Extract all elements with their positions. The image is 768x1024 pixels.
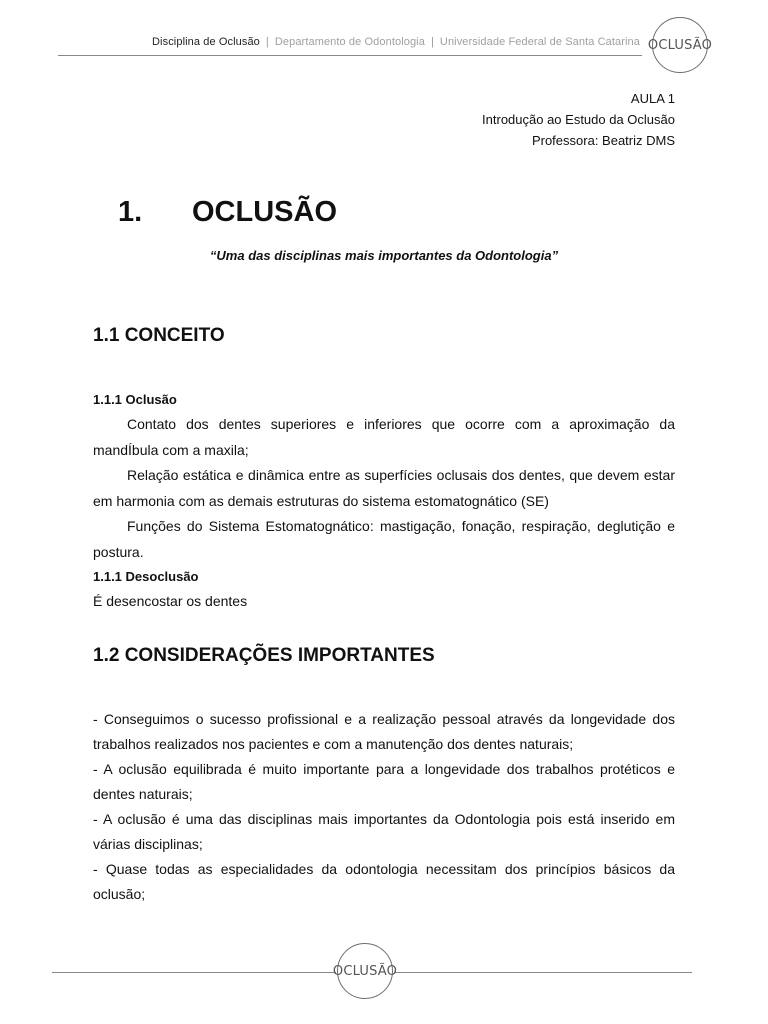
list-item: - A oclusão equilibrada é muito importante para a longevidade dos trabalhos protéticos e dentes naturais; (93, 761, 675, 802)
breadcrumb-separator: | (265, 36, 269, 48)
paragraph-contato: Contato dos dentes superiores e inferiores que ocorre com a aproximação da mandÍbula com a maxila; (93, 416, 675, 458)
subsection-heading-desoclusao: 1.1.1 Desoclusão (93, 569, 199, 584)
chapter-quote: “Uma das disciplinas mais importantes da Odontologia” (209, 248, 559, 263)
paragraph-desoclusao: É desencostar os dentes (93, 593, 248, 609)
header-divider (58, 55, 642, 56)
list-item: - Conseguimos o sucesso profissional e a realização pessoal através da longevidade dos trabalhos realizados nos pacientes e com a manutenção dos dentes naturais; (93, 711, 675, 752)
lesson-info (482, 88, 675, 151)
lesson-teacher: Professora: Beatriz DMS (531, 133, 675, 148)
logo-text: OCLUSÃO (332, 963, 398, 979)
footer-divider (394, 972, 692, 973)
lesson-number: AULA 1 (630, 91, 675, 106)
header-breadcrumb (152, 36, 640, 48)
chapter-title (118, 196, 337, 229)
section-heading-conceito: 1.1 CONCEITO (93, 325, 225, 346)
list-item: - A oclusão é uma das disciplinas mais importantes da Odontologia pois está inserido em várias disciplinas; (93, 811, 675, 852)
considerations-list (93, 707, 675, 907)
section-heading-consideracoes: 1.2 CONSIDERAÇÕES IMPORTANTES (93, 645, 435, 666)
course-name: Disciplina de Oclusão (152, 36, 260, 48)
department-name: Departamento de Odontologia (274, 36, 425, 48)
page-header (0, 0, 768, 70)
lesson-title: Introdução ao Estudo da Oclusão (482, 112, 675, 127)
university-name: Universidade Federal de Santa Catarina (439, 36, 640, 48)
paragraph-funcoes: Funções do Sistema Estomatognático: mastigação, fonação, respiração, deglutição e postura. (93, 518, 675, 560)
breadcrumb-separator: | (430, 36, 434, 48)
list-item: - Quase todas as especialidades da odontologia necessitam dos princípios básicos da oclusão; (93, 861, 675, 902)
oclusao-logo (332, 943, 398, 999)
chapter-number: 1. (118, 196, 143, 228)
oclusao-logo (647, 17, 713, 73)
footer-divider (52, 972, 336, 973)
chapter-name: OCLUSÃO (192, 196, 337, 228)
logo-text: OCLUSÃO (647, 37, 713, 53)
paragraph-relacao: Relação estática e dinâmica entre as superfícies oclusais dos dentes, que devem estar em harmonia com as demais estruturas do sistema estomatognático (SE) (93, 467, 675, 509)
subsection-heading-oclusao: 1.1.1 Oclusão (93, 392, 177, 407)
